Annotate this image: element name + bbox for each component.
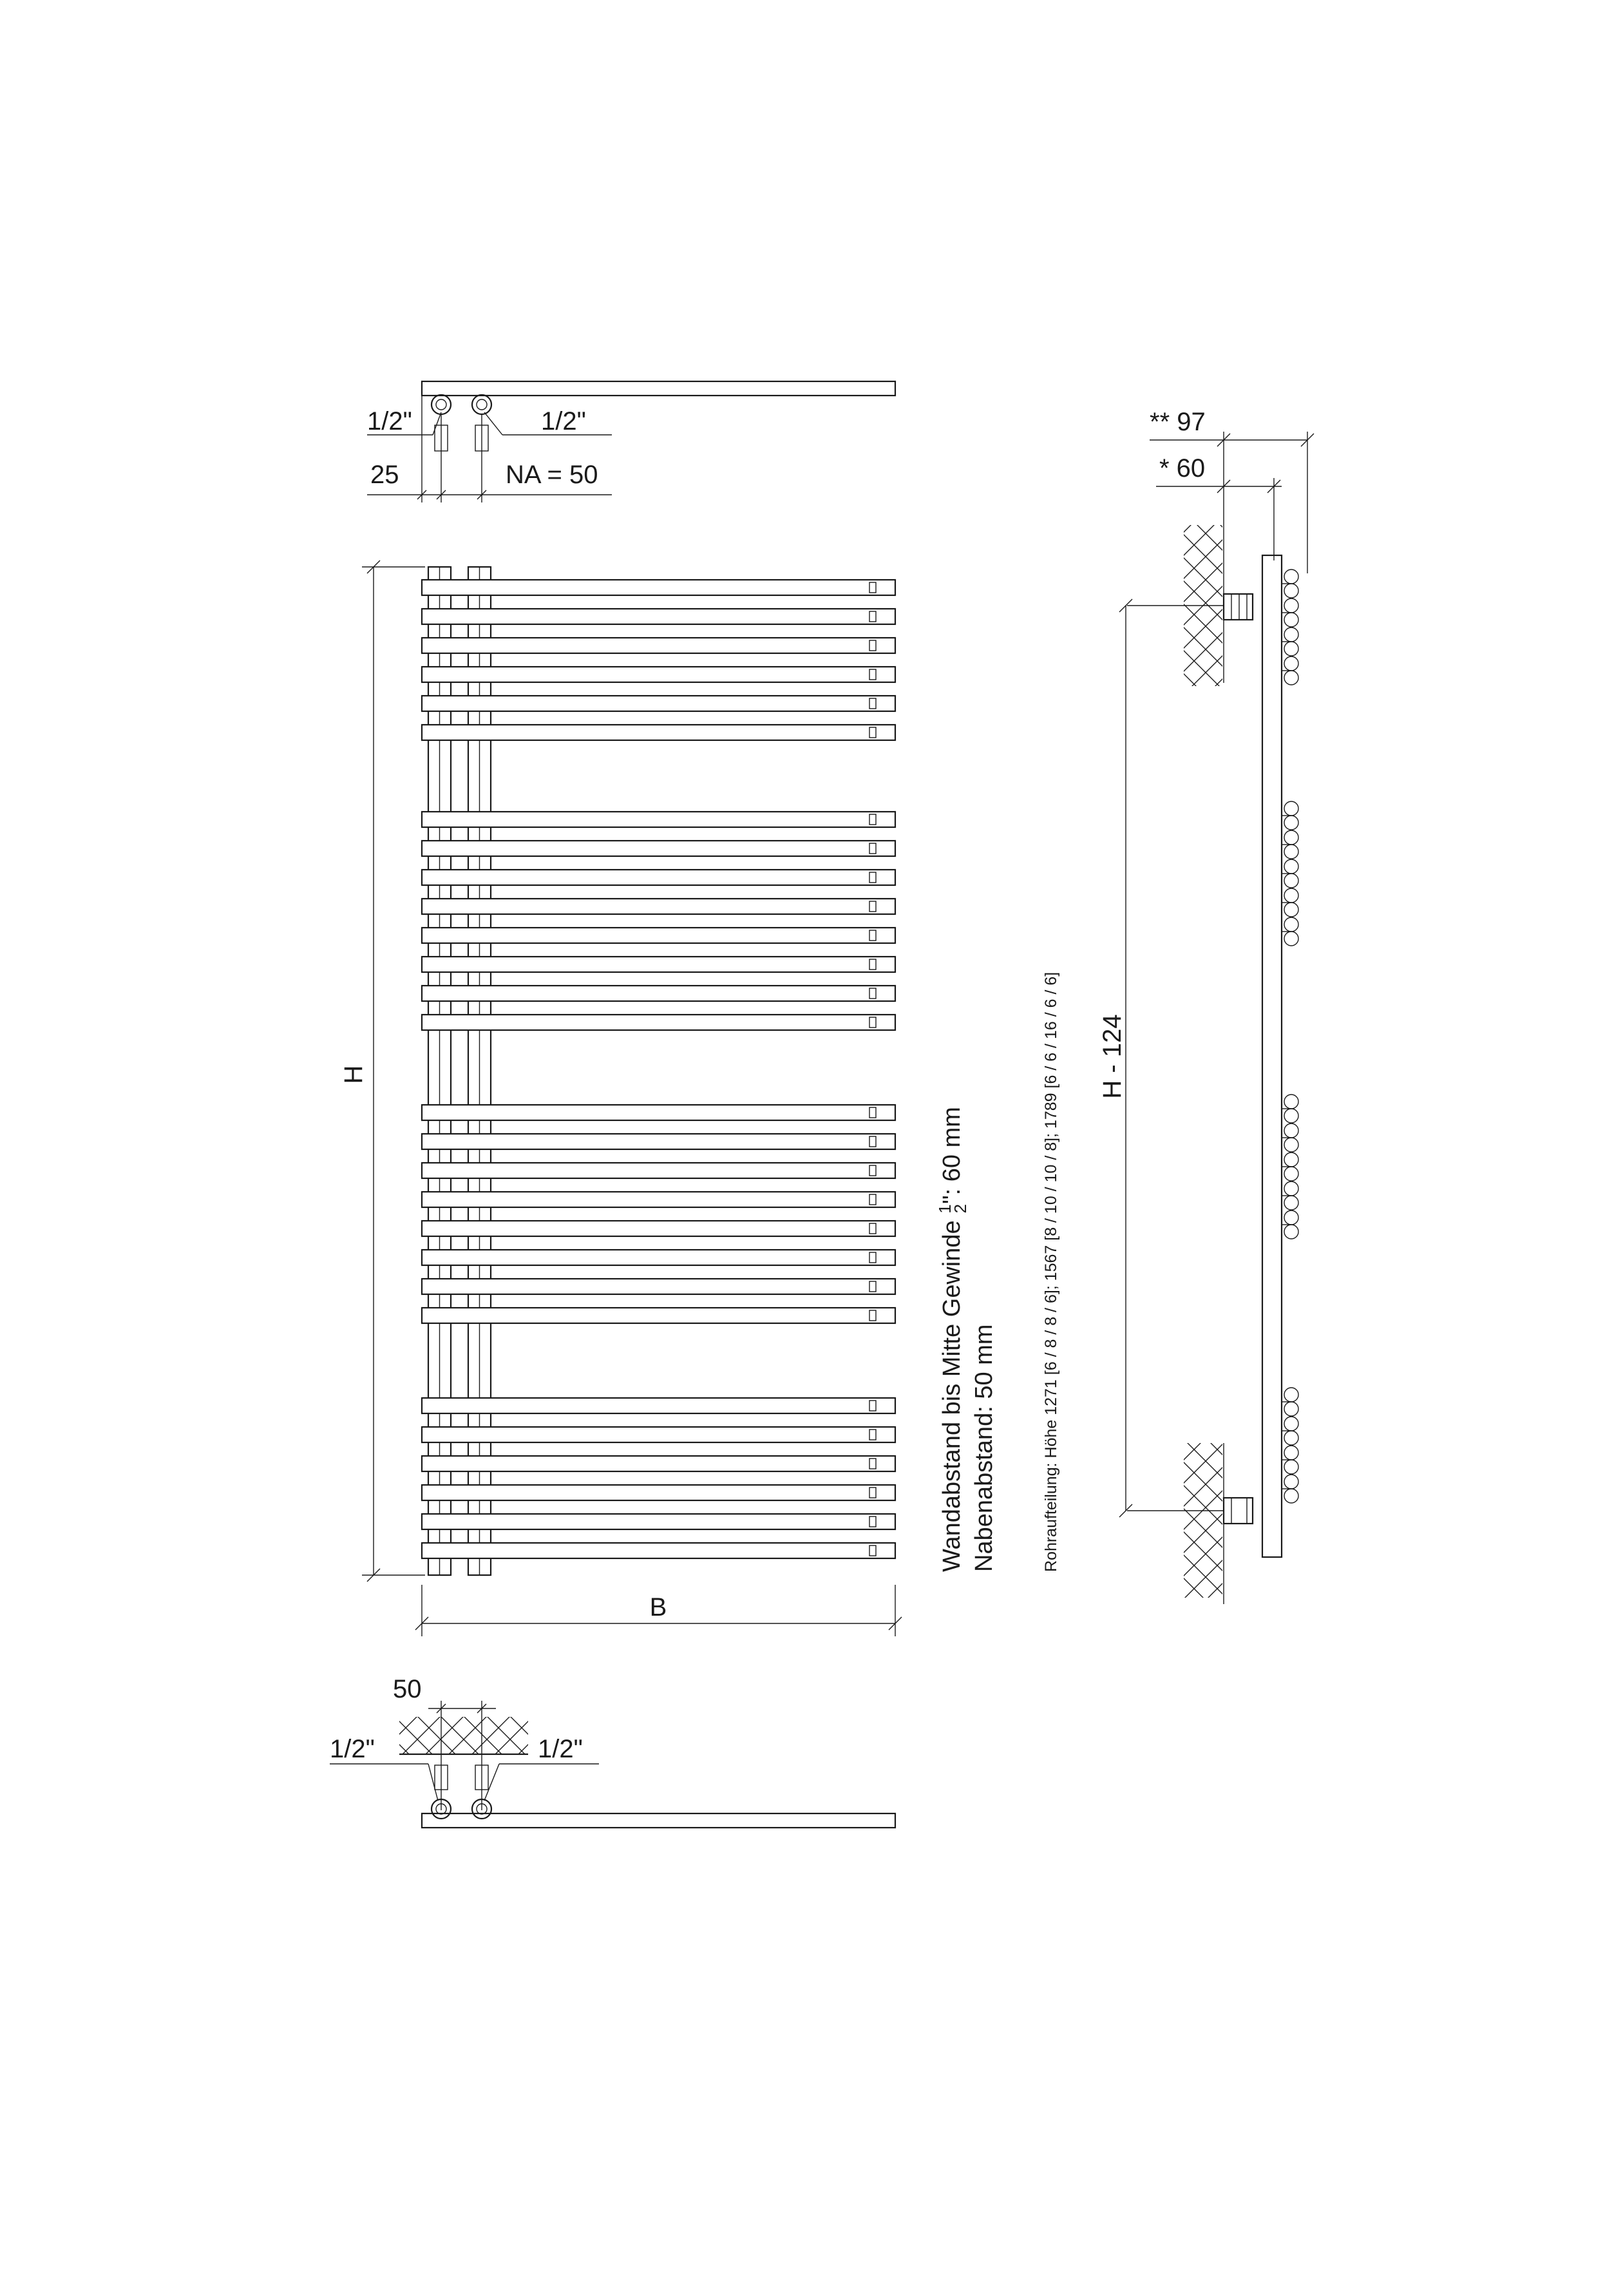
wall-distance-note: Wandabstand bis Mitte Gewinde $^1$2": 60 mm <box>935 1107 970 1572</box>
height-label: H <box>339 1065 368 1084</box>
side-view <box>1098 408 1314 1604</box>
tube-bar <box>422 1485 895 1500</box>
wall-hatch <box>399 1717 528 1754</box>
tube-bar <box>422 957 895 972</box>
tube-bar <box>422 1279 895 1294</box>
tube-profile <box>1284 1446 1298 1460</box>
tube-profile <box>1284 584 1298 598</box>
tube-bar <box>422 1163 895 1178</box>
tube-profile <box>1284 1109 1298 1123</box>
bottom-spacing-label: 50 <box>393 1675 422 1703</box>
tube-profile <box>1284 859 1298 874</box>
valve-left-icon <box>432 395 451 502</box>
tube-profile <box>1284 569 1298 584</box>
tube-profile <box>1284 1431 1298 1445</box>
bottom-right-connection-label: 1/2" <box>538 1735 583 1763</box>
tube-bar <box>422 870 895 885</box>
tube-profile <box>1284 1196 1298 1210</box>
tube-bar <box>422 1398 895 1413</box>
tube-bar <box>422 1456 895 1471</box>
side-tube-profiles <box>1282 569 1298 1503</box>
tube-profile <box>1284 1475 1298 1489</box>
tube-profile <box>1284 816 1298 830</box>
tube-bar <box>422 1134 895 1149</box>
tube-profile <box>1284 1095 1298 1109</box>
tube-profile <box>1284 1210 1298 1225</box>
hub-distance-label: NA = 50 <box>506 461 598 489</box>
tube-bar <box>422 1427 895 1442</box>
tube-profile <box>1284 1489 1298 1503</box>
tube-profile <box>1284 1167 1298 1181</box>
tube-profile <box>1284 845 1298 859</box>
tube-bar <box>422 667 895 682</box>
tube-profile <box>1284 598 1298 613</box>
bottom-left-connection-label: 1/2" <box>330 1735 375 1763</box>
tube-bar <box>422 609 895 624</box>
top-left-connection-label: 1/2" <box>367 407 412 435</box>
tube-bar <box>422 1105 895 1120</box>
tube-bar <box>422 812 895 827</box>
tube-bar <box>422 1221 895 1236</box>
tube-profile <box>1284 903 1298 917</box>
tube-bar <box>422 696 895 711</box>
bottom-view <box>330 1675 895 1828</box>
tube-profile <box>1284 888 1298 903</box>
connection-height-label: H - 124 <box>1098 1014 1126 1099</box>
tube-bar <box>422 638 895 653</box>
tube-profile <box>1284 1225 1298 1239</box>
notes <box>935 972 1060 1572</box>
tube-profile <box>1284 1153 1298 1167</box>
tube-bar <box>422 580 895 595</box>
tube-profile <box>1284 671 1298 685</box>
tube-bar <box>422 725 895 740</box>
tube-profile <box>1284 1181 1298 1196</box>
tube-bar <box>422 1015 895 1030</box>
tube-profile <box>1284 874 1298 888</box>
tube-profile <box>1284 1388 1298 1402</box>
hub-distance-note: Nabenabstand: 50 mm <box>971 1324 998 1572</box>
tube-bar <box>422 841 895 856</box>
tube-bars <box>422 580 895 1558</box>
tube-layout-note: Rohraufteilung: Höhe 1271 [6 / 8 / 8 / 6]; 1567 [8 / 10 / 10 / 8]; 1789 [6 / 6 / 16 / 6 / 6] <box>1042 971 1060 1572</box>
valve-right-icon <box>472 395 491 502</box>
tube-profile <box>1284 932 1298 946</box>
tube-bar <box>422 986 895 1001</box>
tube-bar <box>422 1514 895 1529</box>
tube-profile <box>1284 801 1298 816</box>
tube-bar <box>422 1250 895 1265</box>
tube-profile <box>1284 656 1298 671</box>
width-label: B <box>649 1593 667 1622</box>
wall-hatch-bottom <box>1184 1443 1222 1598</box>
tube-bar <box>422 1308 895 1323</box>
tube-bar <box>422 899 895 914</box>
front-view <box>339 560 902 1636</box>
tube-profile <box>1284 1417 1298 1431</box>
tube-profile <box>1284 1402 1298 1416</box>
top-view <box>367 381 895 502</box>
tube-bar <box>422 1543 895 1558</box>
tube-profile <box>1284 1124 1298 1138</box>
collector-pipes <box>428 567 491 1575</box>
bottom-connection-fitting-icon <box>1224 1498 1253 1524</box>
offset-label: 25 <box>370 461 399 489</box>
tube-profile <box>1284 642 1298 656</box>
tube-profile <box>1284 613 1298 627</box>
top-connection-fitting-icon <box>1224 594 1253 620</box>
tube-profile <box>1284 1460 1298 1474</box>
tube-bar <box>422 928 895 943</box>
top-right-connection-label: 1/2" <box>541 407 586 435</box>
tube-profile <box>1284 830 1298 845</box>
tube-bar <box>422 1192 895 1207</box>
tube-profile <box>1284 917 1298 932</box>
depth-max-label: ** 97 <box>1150 408 1206 436</box>
tube-profile <box>1284 627 1298 642</box>
tube-profile <box>1284 1138 1298 1152</box>
depth-min-label: * 60 <box>1159 454 1206 483</box>
radiator-body-side <box>1262 555 1282 1557</box>
